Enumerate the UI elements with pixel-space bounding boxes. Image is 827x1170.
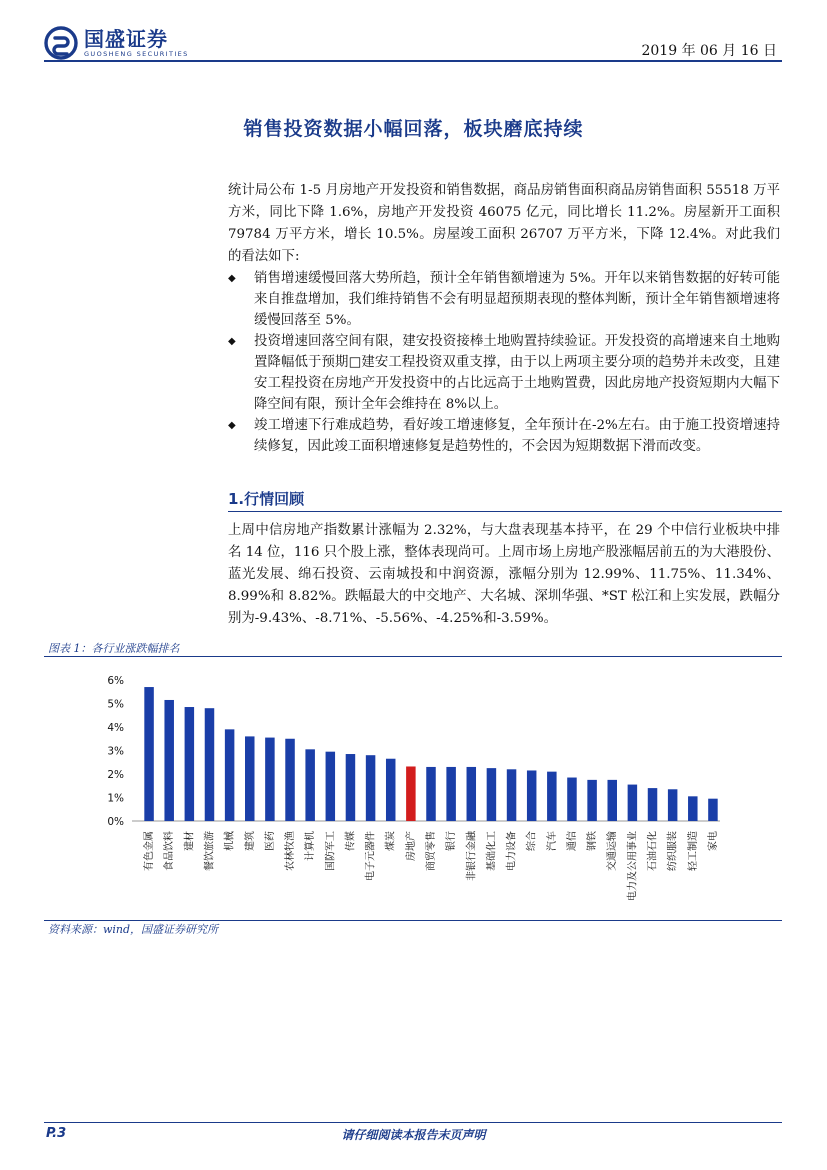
category-label: 电力及公用事业	[627, 831, 639, 901]
bar	[648, 788, 658, 821]
bar	[386, 759, 396, 821]
category-label: 家电	[707, 831, 719, 851]
bar	[326, 752, 336, 821]
y-tick-label: 4%	[107, 722, 124, 734]
report-date: 2019 年 06 月 16 日	[641, 43, 777, 59]
bar	[225, 729, 235, 821]
bar	[164, 700, 174, 821]
bullet-text: 销售增速缓慢回落大势所趋，预计全年销售额增速为 5%。开年以来销售数据的好转可能来自推盘增加，我们维持销售不会有明显超预期表现的整体判断，预计全年销售额增速将缓慢回落至 5%。	[254, 271, 780, 328]
category-label: 钢铁	[587, 831, 599, 851]
bar	[708, 799, 718, 821]
bar	[245, 736, 255, 821]
bar	[265, 738, 275, 821]
report-title: 销售投资数据小幅回落，板块磨底持续	[243, 118, 584, 140]
bar	[587, 780, 597, 821]
diamond-bullet-icon: ◆	[228, 336, 236, 347]
y-tick-label: 6%	[107, 675, 124, 687]
figure-source: 资料来源：wind，国盛证券研究所	[48, 923, 219, 936]
y-tick-label: 0%	[107, 816, 124, 828]
category-label: 房地产	[405, 831, 417, 861]
bar	[144, 687, 154, 821]
page-number: P.3	[46, 1126, 67, 1141]
category-label: 餐饮旅游	[204, 831, 216, 871]
bullet-item	[228, 331, 780, 415]
bar	[346, 754, 356, 821]
bar	[467, 767, 477, 821]
bar	[607, 780, 617, 821]
bar	[305, 749, 315, 821]
category-label: 电子元器件	[365, 831, 377, 881]
y-tick-label: 3%	[107, 745, 124, 758]
category-label: 通信	[566, 831, 578, 851]
category-label: 纺织服装	[667, 831, 679, 871]
bar	[688, 796, 698, 821]
bar-series	[144, 687, 717, 821]
category-label: 有色金属	[144, 831, 156, 871]
figure-label: 图表 1：各行业涨跌幅排名	[48, 642, 180, 655]
bar	[285, 739, 295, 821]
y-tick-label: 1%	[107, 792, 124, 805]
bar	[185, 707, 195, 821]
category-label: 医药	[264, 831, 276, 851]
category-label: 石油石化	[647, 831, 659, 871]
footer-divider	[44, 1122, 782, 1123]
category-label: 汽车	[546, 831, 558, 851]
industry-return-bar-chart	[90, 668, 730, 914]
diamond-bullet-icon: ◆	[228, 420, 236, 431]
market-review-paragraph: 上周中信房地产指数累计涨幅为 2.32%，与大盘表现基本持平，在 29 个中信行业板块中排名 14 位，116 只个股上涨，整体表现尚可。上周市场上房地产股涨幅居前五的为大港股份、蓝光发展、绵石投资、云南城投和中润资源，涨幅分别为 12.99%、11.75%、11.34%、8.99%和 8.82%。跌幅最大的中交地产、大名城、深圳华强、*ST 松江和上实发展，跌幅分别为-9.43%、-8.71%、-5.56%、-4.25%和-3.59%。	[228, 523, 780, 626]
category-label: 建材	[184, 831, 196, 851]
category-label: 农林牧渔	[285, 831, 297, 871]
company-logo	[44, 26, 189, 60]
x-axis-labels	[142, 830, 719, 901]
bar	[507, 769, 517, 821]
bar	[527, 770, 537, 821]
bar	[426, 767, 436, 821]
y-tick-label: 2%	[107, 769, 124, 781]
section-heading: 1.行情回顾	[228, 490, 305, 508]
category-label: 非银行金融	[466, 831, 478, 881]
category-label: 交通运输	[607, 831, 619, 871]
category-label: 商贸零售	[426, 831, 437, 871]
y-tick-label: 5%	[107, 698, 124, 711]
section-divider	[228, 511, 782, 512]
bar	[628, 785, 638, 821]
bar	[668, 789, 678, 821]
category-label: 电力设备	[506, 831, 518, 871]
logo-name-en: GUOSHENG SECURITIES	[84, 50, 189, 58]
header-divider	[44, 60, 782, 62]
category-label: 机械	[224, 831, 236, 851]
bar	[547, 772, 557, 821]
category-label: 计算机	[305, 831, 317, 861]
bullet-list	[228, 268, 780, 457]
category-label: 国防军工	[325, 831, 337, 871]
logo-icon	[44, 26, 78, 60]
intro-paragraph: 统计局公布 1-5 月房地产开发投资和销售数据，商品房销售面积商品房销售面积 55518 万平方米，同比下降 1.6%，房地产开发投资 46075 亿元，同比增长 11.2%。房屋新开工面积 79784 万平方米，增长 10.5%。房屋竣工面积 26707 万平方米，下降 12.4%。对此我们的看法如下:	[228, 183, 780, 264]
category-label: 建筑	[244, 831, 256, 851]
bar	[567, 778, 577, 821]
logo-name: 国盛证券	[84, 27, 168, 51]
category-label: 煤炭	[385, 831, 397, 851]
category-label: 轻工制造	[687, 831, 699, 871]
bar	[487, 768, 497, 821]
bar	[366, 755, 376, 821]
bar	[446, 767, 456, 821]
bar	[205, 708, 215, 821]
category-label: 食品饮料	[164, 831, 176, 871]
figure-top-rule	[44, 656, 782, 657]
bar	[406, 766, 416, 821]
diamond-bullet-icon: ◆	[228, 273, 236, 284]
footer-disclaimer: 请仔细阅读本报告末页声明	[341, 1128, 486, 1142]
bullet-item	[228, 268, 780, 331]
bullet-text: 竣工增速下行难成趋势，看好竣工增速修复，全年预计在-2%左右。由于施工投资增速持续修复，因此竣工面积增速修复是趋势性的，不会因为短期数据下滑而改变。	[254, 418, 780, 454]
category-label: 银行	[446, 831, 458, 851]
bullet-item	[228, 415, 780, 457]
bullet-text: 投资增速回落空间有限，建安投资接棒土地购置持续验证。开发投资的高增速来自土地购置降幅低于预期□建安工程投资双重支撑，由于以上两项主要分项的趋势并未改变，且建安工程投资在房地产开发投资中的占比远高于土地购置费，因此房地产投资短期内大幅下降空间有限，预计全年会维持在 8%以上。	[254, 334, 780, 412]
category-label: 传媒	[345, 831, 357, 851]
category-label: 综合	[526, 831, 538, 851]
category-label: 基础化工	[486, 831, 498, 871]
